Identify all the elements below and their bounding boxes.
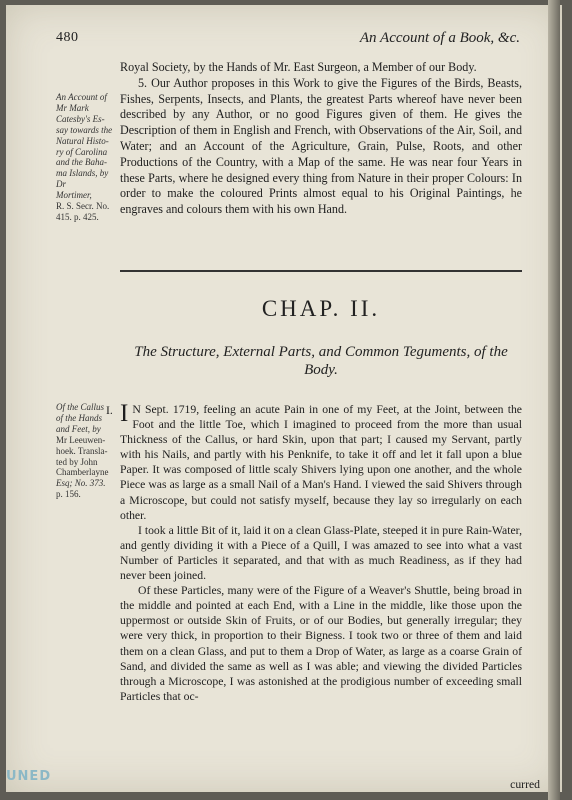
intro-text (120, 60, 522, 218)
margin-note-line: Chamberlayne (56, 467, 109, 478)
margin-note-line: p. 156. (56, 489, 81, 500)
margin-note-line: An Account of (56, 92, 107, 102)
margin-note-line: Mr Mark (56, 102, 89, 113)
running-title: An Account of a Book, &c. (359, 30, 520, 46)
margin-note-line: say towards the (56, 124, 113, 135)
margin-note-line: ted by John (56, 456, 98, 467)
paragraph-number: I. (106, 404, 113, 417)
margin-note-line: hoek. Transla- (56, 445, 108, 456)
margin-note-line: Of the Callus (56, 402, 105, 412)
section-rule (120, 270, 522, 272)
chapter-body (120, 402, 522, 704)
margin-note-line: Catesby's Es- (56, 113, 105, 124)
margin-note-line: ry of Carolina (56, 146, 108, 157)
paragraph-3: Of these Particles, many were of the Figure of a Weaver's Shuttle, being broad in the middle and pointed at each End, with a Line in the middle, like those upon the uppermost or outside Skin of Fruits, or of our Bodies, but generally irregular; they were very thick, in proportion to their Bigness. I took two or three of them and laid them on a clean Glass, and put to them a Drop of Water, as large as a coarse Grain of Sand, and divided the same as well as I was able; and viewing the divided Particles through a Microscope, I was astonished at the prodigious number of exceeding small Particles that oc- (120, 584, 522, 703)
catchword: curred (510, 778, 540, 791)
margin-note-line: Natural Histo- (56, 135, 109, 146)
library-stamp: UNED (6, 769, 52, 784)
margin-note-line: and the Baha- (56, 157, 107, 168)
margin-note-line: Mr Leeuwen- (56, 434, 106, 445)
margin-note-line: 415. p. 425. (56, 211, 99, 222)
paragraph-1 (120, 402, 522, 523)
paragraph-2: I took a little Bit of it, laid it on a clean Glass-Plate, steeped it in pure Rain-Water, and gently dividing it with a Piece of a Quill, I was amazed to see into what a vast Number of Particles it separated, and that with as much Readiness, as if they had never been joined. (120, 523, 522, 583)
paragraph-5: 5. Our Author proposes in this Work to give the Figures of the Birds, Beasts, Fishes, Serpents, Insects, and Plants, the greatest Parts whereof have never been described by any Author, or no good Figures given of them. He gives the Description of them in English and French, with Observations of the Air, Soil, and Water; and an Account of the Agriculture, Grain, Pulse, Roots, and other Productions of the Country, with a Map of the same. He was near four Years in these Parts, where he designed every thing from Nature in their proper Colours: In order to make the coloured Prints almost equal to his Original Paintings, he engraves and colours them with his own Hand. (120, 75, 522, 217)
margin-note-line: Mortimer, (56, 190, 92, 201)
margin-note-line: of the Hands (56, 412, 102, 423)
page-header (56, 30, 520, 50)
margin-note-line: and Feet, by (56, 423, 101, 434)
margin-note-line: Esq; No. 373. (56, 478, 106, 489)
continuation-paragraph: Royal Society, by the Hands of Mr. East Surgeon, a Member of our Body. (120, 60, 477, 74)
margin-note-line: ma Islands, by Dr (56, 168, 109, 190)
page-number: 480 (56, 30, 79, 45)
paragraph-1-text: N Sept. 1719, feeling an acute Pain in one of my Feet, at the Joint, between the Foot and the little Toe, which I imagined to proceed from the more than usual Thickness of the Callus, or hard Skin, upon that part; I caused my Servant, partly with his Nails, and partly with his Penknife, to take it off and let it fall upon a blue Paper. It was composed of little scaly Shivers lying upon one another, and the whole Piece was as large as a small Nail of a Man's Hand. I viewed the said Shivers through a Microscope, but could not satisfy myself, because they lay so irregularly on each other. (120, 403, 522, 522)
drop-cap: I (120, 400, 129, 427)
page-gutter (548, 0, 560, 800)
margin-note-catesby (56, 92, 120, 223)
chapter-title: CHAP. II. (261, 296, 381, 321)
margin-note-line: R. S. Secr. No. (56, 201, 110, 212)
chapter-subtitle: The Structure, External Parts, and Common Teguments, of the Body. (134, 344, 508, 378)
